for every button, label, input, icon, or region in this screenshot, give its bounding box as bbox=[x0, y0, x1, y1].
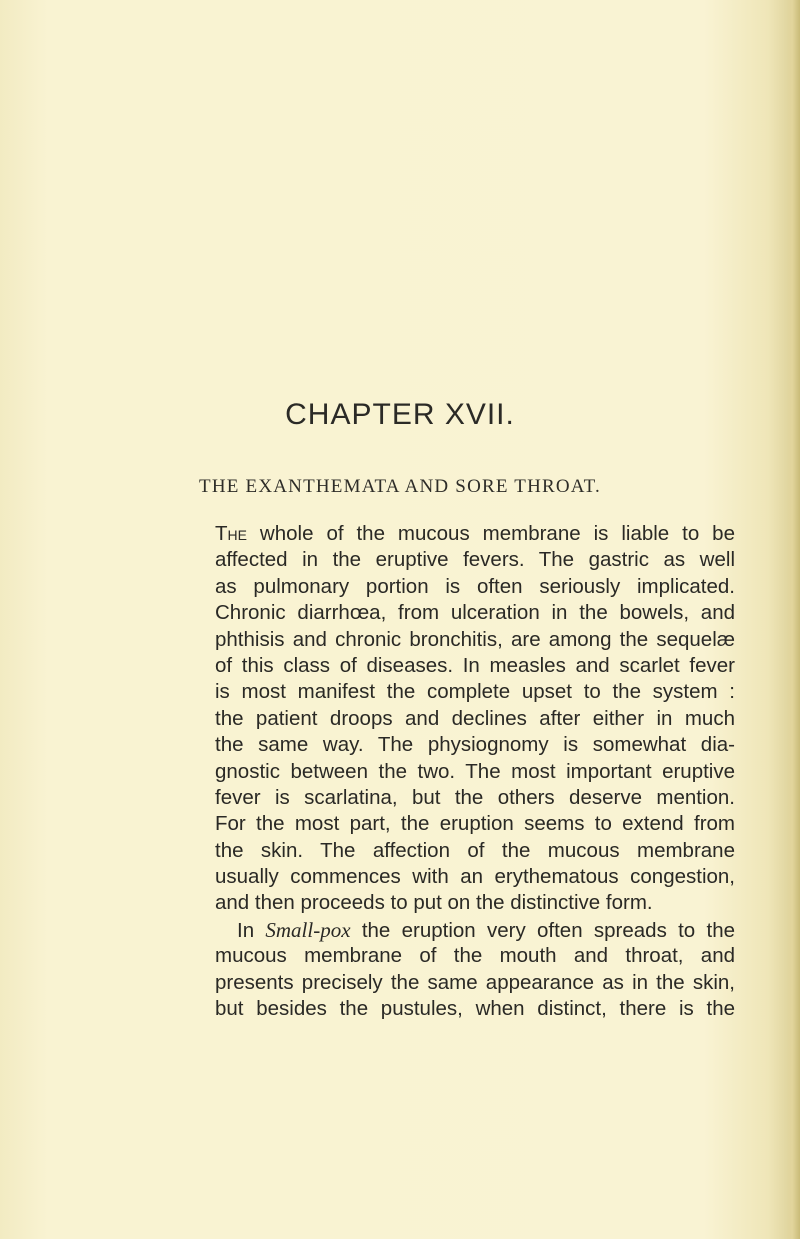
text-line: the patient droops and declines after either in much bbox=[215, 706, 735, 730]
chapter-title: THE EXANTHEMATA AND SORE THROAT. bbox=[199, 476, 601, 497]
text-line: usually commences with an erythematous congestion, bbox=[215, 865, 735, 889]
text-line: is most manifest the complete upset to the system : bbox=[215, 680, 735, 704]
text-line: fever is scarlatina, but the others deserve mention. bbox=[215, 785, 735, 809]
text-line: presents precisely the same appearance as in the skin, bbox=[215, 970, 735, 994]
text-line: the skin. The affection of the mucous membrane bbox=[215, 838, 735, 862]
para2-rest: the eruption very often spreads to the bbox=[350, 918, 735, 942]
text-line-rest: whole of the mucous membrane is liable to be bbox=[246, 522, 735, 545]
text-line: of this class of diseases. In measles and scarlet fever bbox=[215, 653, 735, 677]
para2-prefix: In bbox=[237, 918, 266, 942]
body-text bbox=[215, 521, 735, 1022]
text-line: the same way. The physiognomy is somewhat dia- bbox=[215, 733, 735, 757]
text-line bbox=[215, 917, 735, 943]
page-edge-shadow bbox=[786, 0, 800, 1239]
text-line: For the most part, the eruption seems to extend from bbox=[215, 812, 735, 836]
text-line: but besides the pustules, when distinct, there is the bbox=[215, 997, 735, 1021]
text-line: Chronic diarrhœa, from ulceration in the bowels, and bbox=[215, 601, 735, 625]
text-line: mucous membrane of the mouth and throat, and bbox=[215, 944, 735, 968]
lead-word: The bbox=[215, 522, 247, 545]
text-line: as pulmonary portion is often seriously implicated. bbox=[215, 574, 735, 598]
text-line: phthisis and chronic bronchitis, are among the sequelæ bbox=[215, 627, 735, 651]
text-line: affected in the eruptive fevers. The gastric as well bbox=[215, 548, 735, 572]
text-line-paragraph-end: and then proceeds to put on the distinctive form. bbox=[215, 891, 653, 915]
text-line: gnostic between the two. The most important eruptive bbox=[215, 759, 735, 783]
chapter-heading: CHAPTER XVII. bbox=[285, 398, 515, 431]
text-line bbox=[215, 521, 735, 547]
italic-term: Small-pox bbox=[265, 917, 351, 942]
